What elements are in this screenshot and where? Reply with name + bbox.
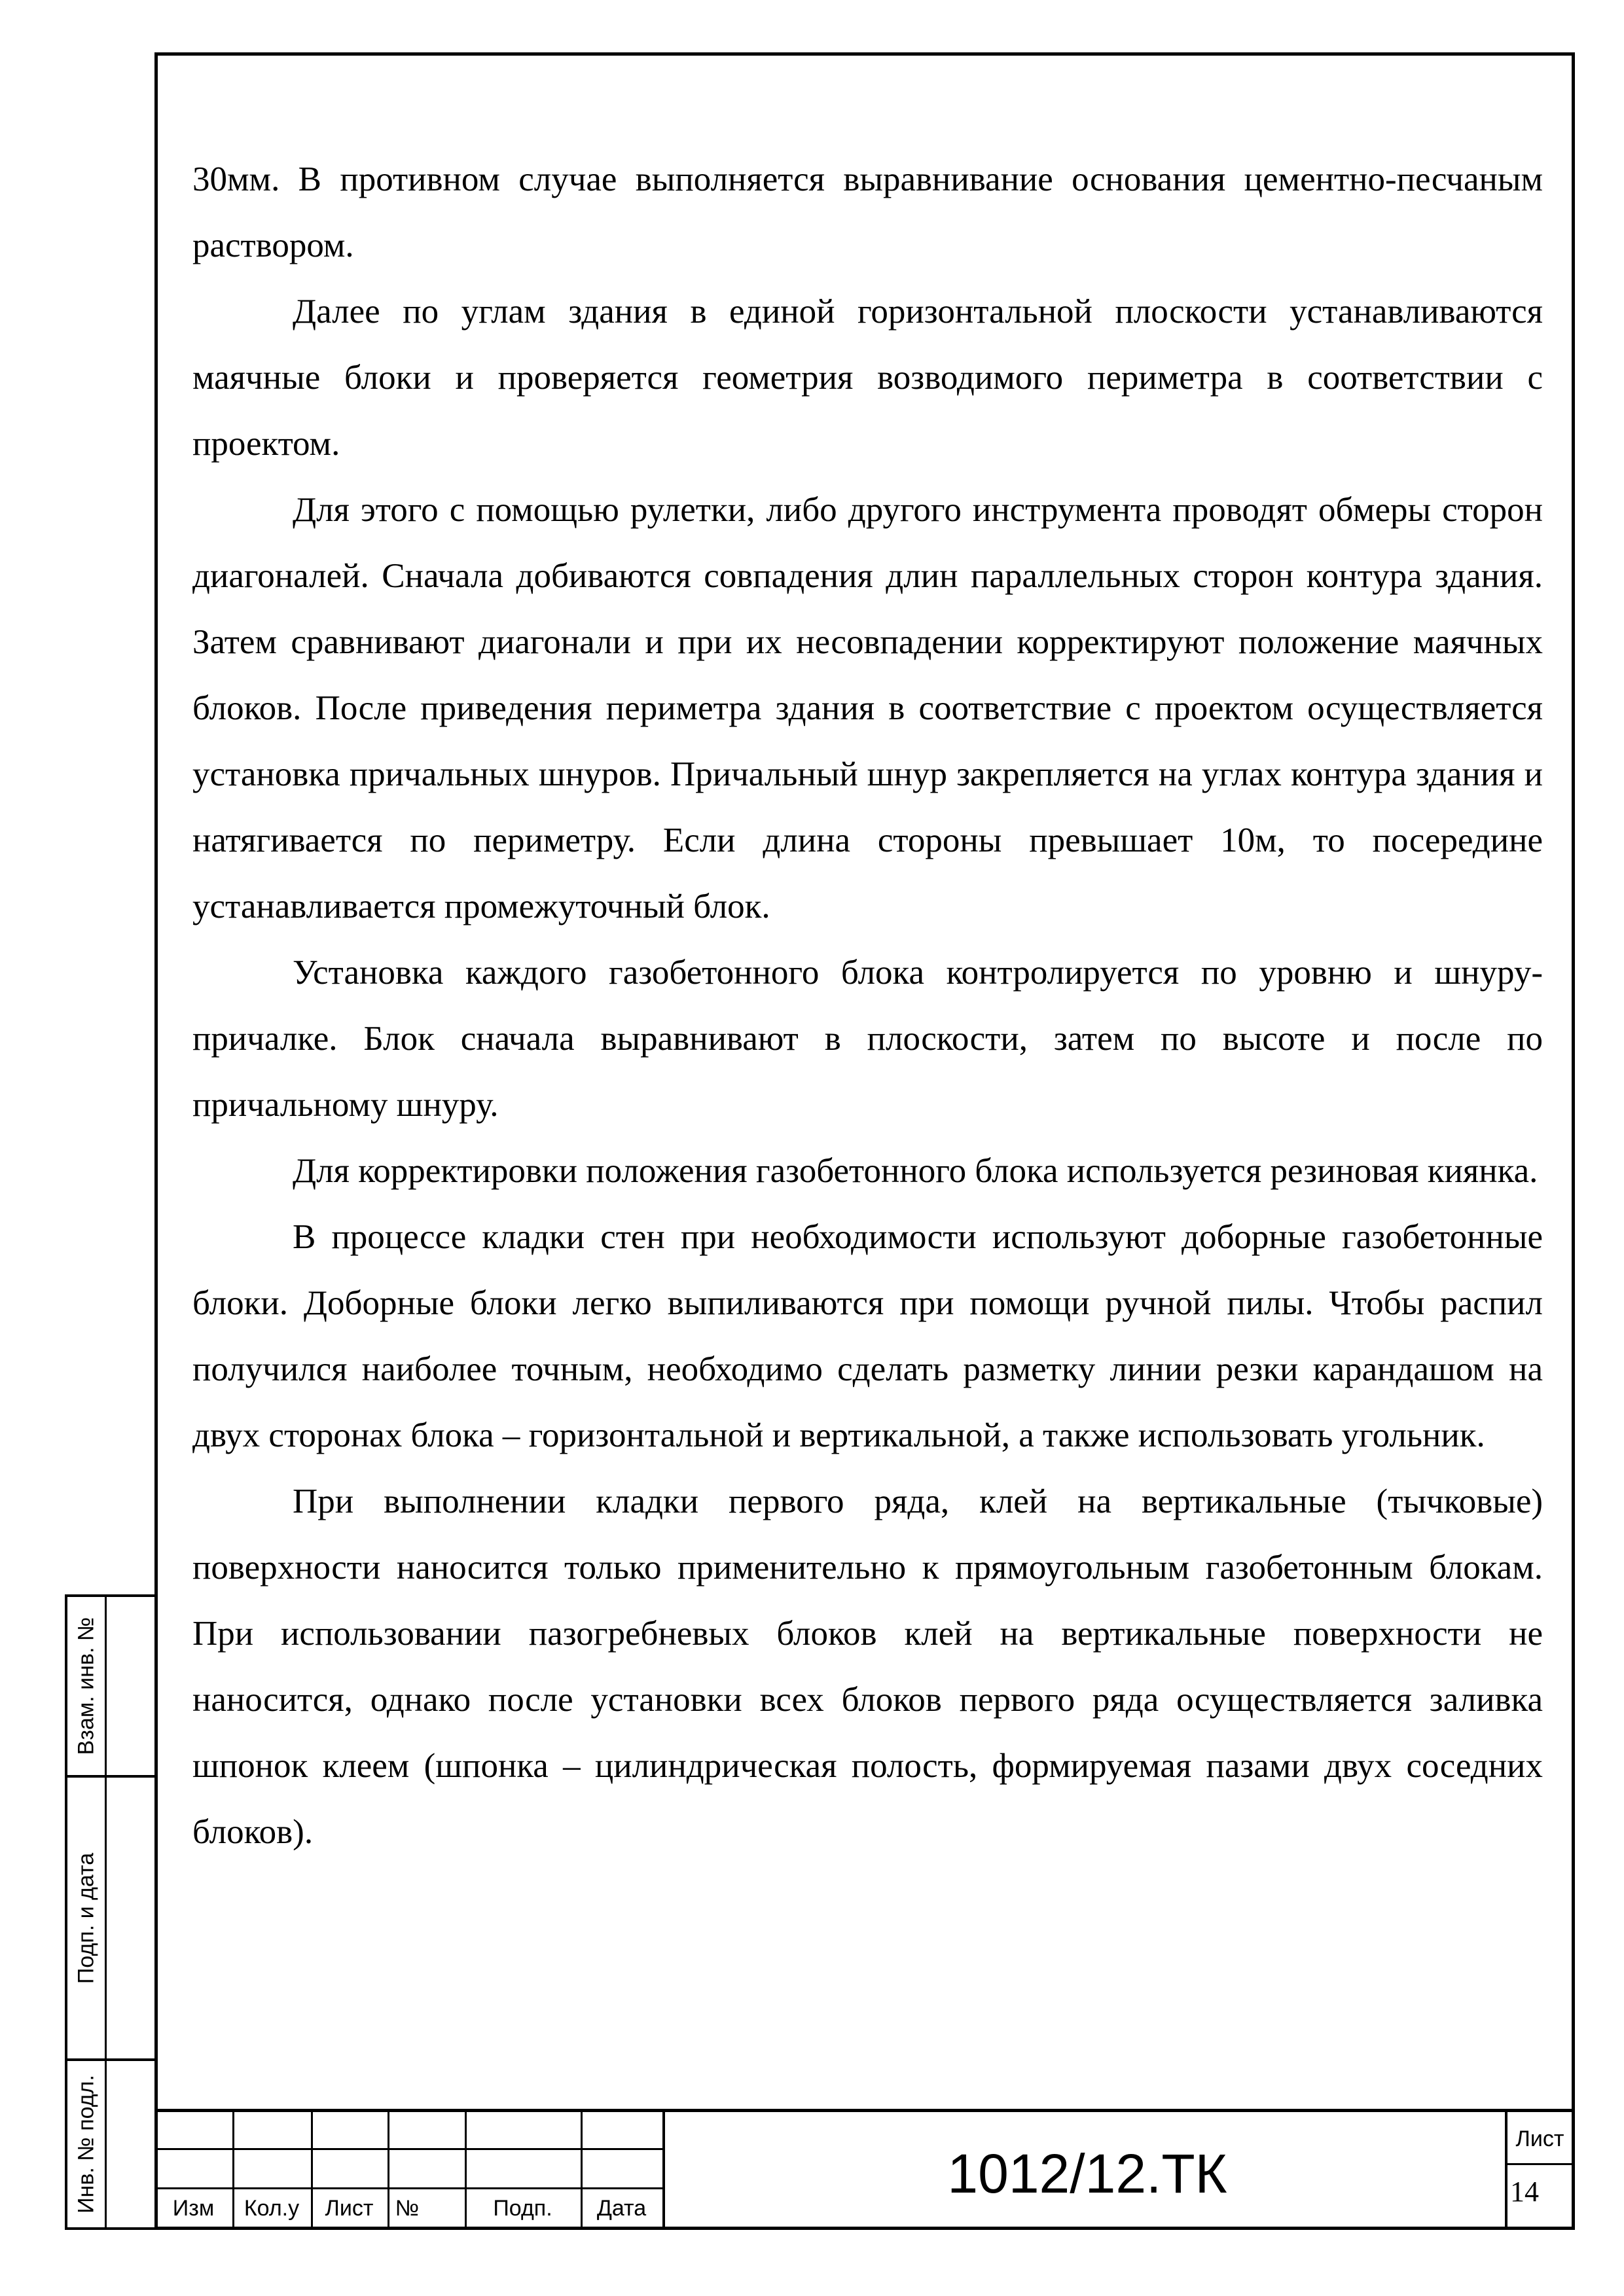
paragraph: При выполнении кладки первого ряда, клей на вертикальные (тычковые) поверхности наносится только применительно к прямоугольным газобетонным блокам. При использовании пазогребневых блоков клей на вертикальные поверхности не наносится, однако после установки всех блоков первого ряда осуществляется заливка шпонок клеем (шпонка – цилиндрическая полость, формируемая пазами двух соседних блоков). [192,1482,1543,1851]
side-stamp-podp-data [65,1775,154,2061]
paragraph: Далее по углам здания в единой горизонтальной плоскости устанавливаются маячные блоки и проверяется геометрия возводимого периметра в соответствии с проектом. [192,293,1543,463]
body-text [192,147,1543,1865]
col-kolu-label: Кол.у [244,2196,300,2221]
col-izm-label: Изм [172,2196,215,2221]
paragraph: Установка каждого газобетонного блока контролируется по уровню и шнуру-причалке. Блок сначала выравнивают в плоскости, затем по высоте и после по причальному шнуру. [192,954,1543,1124]
paragraph: Для этого с помощью рулетки, либо другого инструмента проводят обмеры сторон диагоналей. Сначала добиваются совпадения длин параллельных сторон контура здания. Затем сравнивают диагонали и при их несовпадении корректируют положение маячных блоков. После приведения периметра здания в соответствие с проектом осуществляется установка причальных шнуров. Причальный шнур закрепляется на углах контура здания и натягивается по периметру. Если длина стороны превышает 10м, то посередине устанавливается промежуточный блок. [192,491,1543,925]
title-block [154,2109,1575,2230]
grid-line [1505,2163,1575,2165]
paragraph: В процессе кладки стен при необходимости используют доборные газобетонные блоки. Доборные блоки легко выпиливаются при помощи ручной пилы. Чтобы распил получился наиболее точным, необходимо сделать разметку линии резки карандашом на двух сторонах блока – горизонтальной и вертикальной, а также использовать угольник. [192,1218,1543,1454]
side-stamp-label-cell [67,1597,107,1775]
side-stamp-inv-podl [65,2058,154,2230]
col-data-label: Дата [596,2196,647,2221]
paragraph: Для корректировки положения газобетонного блока используется резиновая киянка. [293,1152,1538,1190]
document-code: 1012/12.ТК [947,2143,1227,2204]
sheet-number: 14 [1510,2176,1539,2208]
grid-line [154,2187,664,2189]
podp-data-label: Подп. и дата [73,1852,98,1984]
paragraph: 30мм. В противном случае выполняется выравнивание основания цементно-песчаным раствором. [192,160,1543,264]
col-num-label: № [395,2196,420,2221]
grid-line [154,2148,664,2150]
col-list-label: Лист [325,2196,374,2221]
sheet-label: Лист [1515,2126,1564,2151]
inv-podl-label: Инв. № подл. [73,2075,98,2214]
side-stamp-vzam-inv [65,1594,154,1778]
side-stamp-label-cell [67,1778,107,2058]
col-podp-label: Подп. [493,2196,552,2221]
side-stamp-label-cell [67,2061,107,2227]
vzam-inv-label: Взам. инв. № [73,1617,98,1755]
